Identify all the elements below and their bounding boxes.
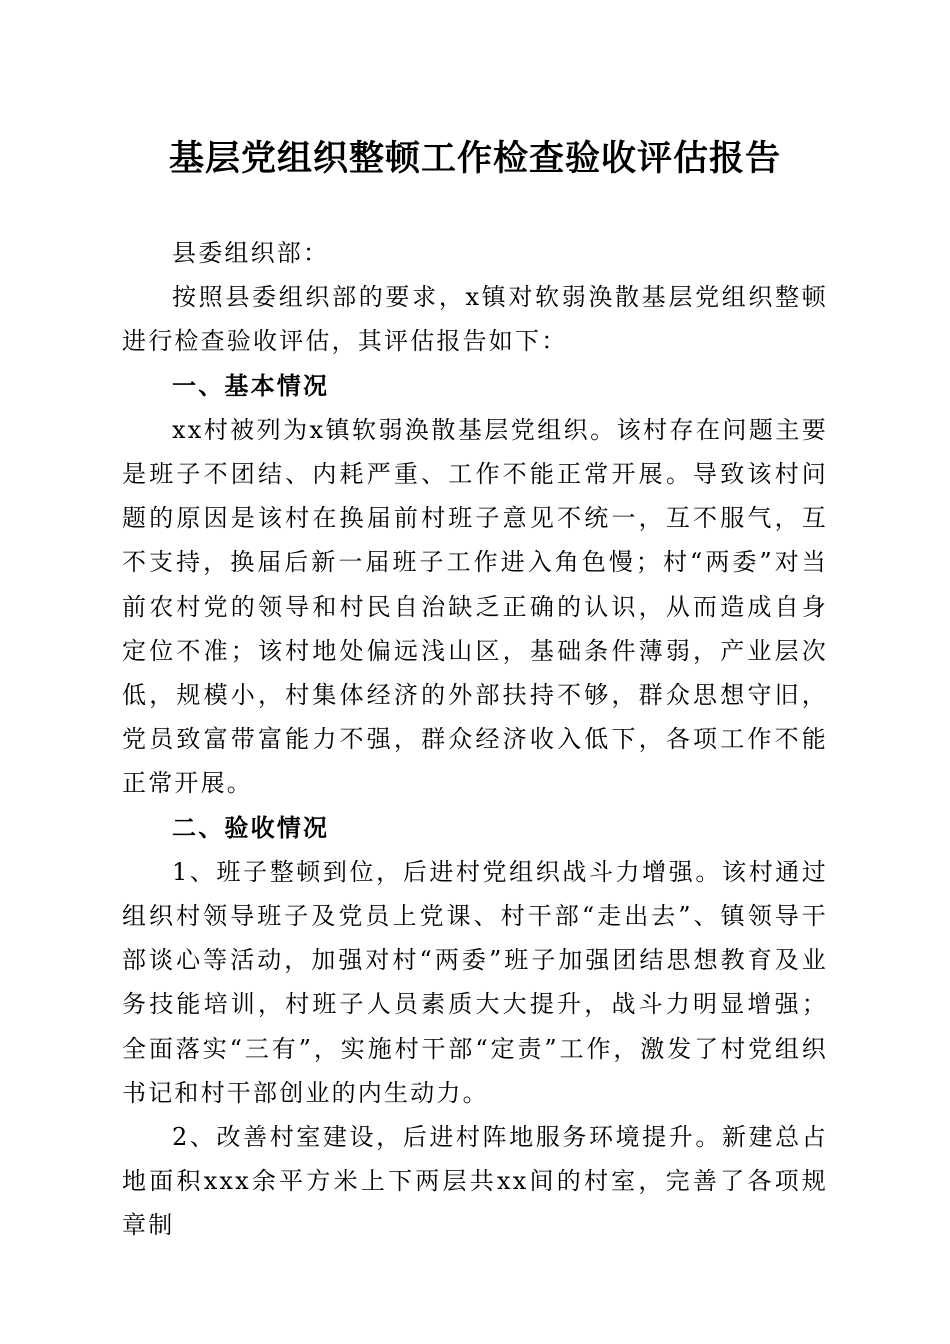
document-title: 基层党组织整顿工作检查验收评估报告 — [168, 138, 781, 179]
section-paragraph: 1、班子整顿到位，后进村党组织战斗力增强。该村通过组织村领导班子及党员上党课、村干部“走出去”、镇领导干部谈心等活动，加强对村“两委”班子加强团结思想教育及业务技能培训，村班子人员素质大大提升，战斗力明显增强；全面落实“三有”，实施村干部“定责”工作，激发了村党组织书记和村干部创业的内生动力。 — [122, 857, 828, 1107]
section-paragraph: 2、改善村室建设，后进村阵地服务环境提升。新建总占地面积xxx余平方米上下两层共xx间的村室，完善了各项规章制 — [122, 1123, 828, 1240]
section-heading-basic: 一、基本情况 — [172, 371, 330, 400]
intro-paragraph: 按照县委组织部的要求，x镇对软弱涣散基层党组织整顿进行检查验收评估，其评估报告如下： — [122, 283, 828, 356]
salutation: 县委组织部： — [172, 239, 330, 267]
document-body — [122, 231, 828, 1248]
section-paragraph: xx村被列为x镇软弱涣散基层党组织。该村存在问题主要是班子不团结、内耗严重、工作不能正常开展。导致该村问题的原因是该村在换届前村班子意见不统一，互不服气，互不支持，换届后新一届班子工作进入角色慢；村“两委”对当前农村党的领导和村民自治缺乏正确的认识，从而造成自身定位不准；该村地处偏远浅山区，基础条件薄弱，产业层次低，规模小，村集体经济的外部扶持不够，群众思想守旧，党员致富带富能力不强，群众经济收入低下，各项工作不能正常开展。 — [122, 415, 828, 798]
section-heading-acceptance: 二、验收情况 — [172, 813, 330, 842]
